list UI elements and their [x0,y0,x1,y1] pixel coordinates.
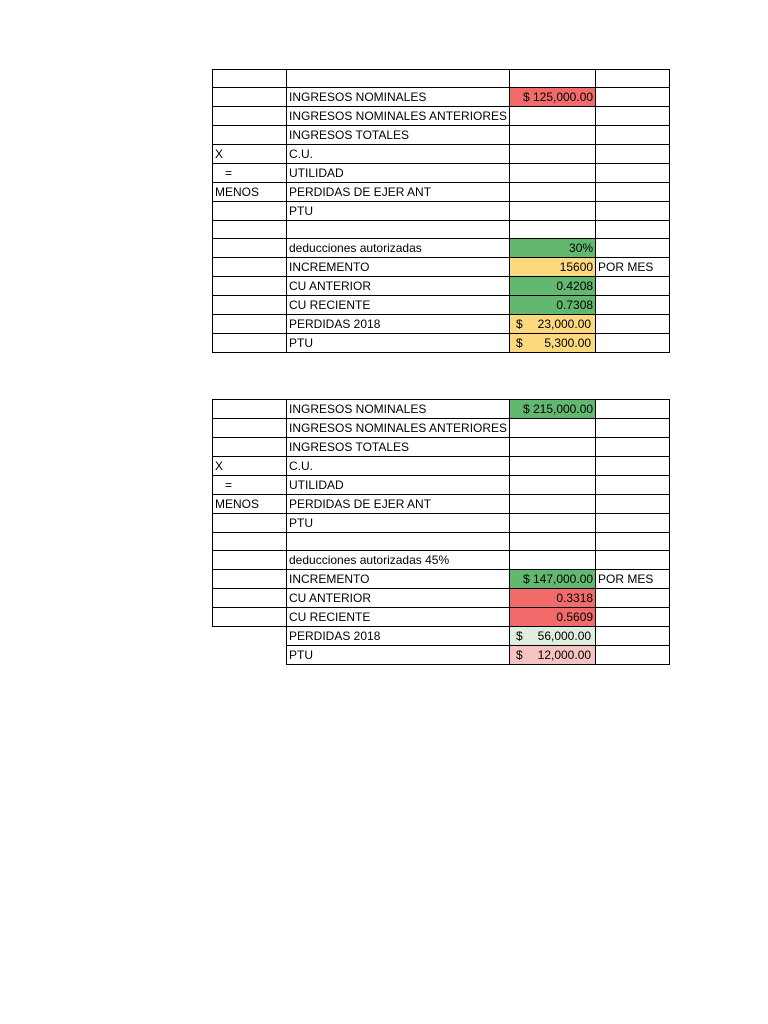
table-row [213,70,670,88]
row-label[interactable]: C.U. [287,457,510,476]
row-label[interactable]: INGRESOS NOMINALES [287,400,510,419]
cell[interactable] [213,88,287,107]
table-row [213,608,670,627]
table-row [213,277,670,296]
currency-symbol: $ [516,317,523,331]
cell[interactable] [510,107,596,126]
row-label[interactable]: PERDIDAS 2018 [287,627,510,646]
cell[interactable] [510,438,596,457]
spreadsheet-table-1 [212,69,670,353]
row-label[interactable]: C.U. [287,145,510,164]
cell[interactable] [510,164,596,183]
spreadsheet-table-2 [212,399,670,665]
row-label[interactable]: PERDIDAS DE EJER ANT [287,495,510,514]
table-row [213,438,670,457]
cell[interactable] [510,457,596,476]
cell[interactable] [510,495,596,514]
cell[interactable] [510,126,596,145]
cell[interactable] [213,70,287,88]
row-label[interactable]: PTU [287,646,510,665]
row-label[interactable]: CU RECIENTE [287,608,510,627]
cell[interactable] [213,126,287,145]
operator-cell[interactable]: MENOS [213,495,287,514]
incremento-value[interactable]: 15600 [510,258,596,277]
operator-cell[interactable]: MENOS [213,183,287,202]
row-label[interactable]: PTU [287,514,510,533]
cell[interactable] [510,145,596,164]
cu-reciente-value[interactable]: 0.7308 [510,296,596,315]
cell[interactable] [510,533,596,551]
incremento-value[interactable]: $ 147,000.00 [510,570,596,589]
cell[interactable] [596,627,670,646]
ingresos-nominales-value[interactable]: $ 125,000.00 [510,88,596,107]
cell[interactable] [596,457,670,476]
cell[interactable] [596,315,670,334]
cell[interactable] [596,533,670,551]
row-label[interactable]: CU ANTERIOR [287,589,510,608]
cell[interactable] [213,400,287,419]
operator-cell[interactable]: = [213,476,287,495]
row-label[interactable]: INGRESOS NOMINALES ANTERIORES [287,107,510,126]
cell[interactable] [596,239,670,258]
table-row [213,419,670,438]
cu-anterior-value[interactable]: 0.3318 [510,589,596,608]
table-row [213,239,670,258]
table-row [213,126,670,145]
operator-cell[interactable]: X [213,145,287,164]
row-label[interactable]: INGRESOS NOMINALES ANTERIORES [287,419,510,438]
row-label[interactable]: CU ANTERIOR [287,277,510,296]
cell[interactable] [596,495,670,514]
table-row [213,551,670,570]
row-label[interactable]: INGRESOS TOTALES [287,438,510,457]
table-row [213,107,670,126]
row-label[interactable]: INGRESOS TOTALES [287,126,510,145]
cell[interactable] [596,419,670,438]
cell[interactable] [213,533,287,551]
unit-label[interactable]: POR MES [596,570,670,589]
cell[interactable] [213,514,287,533]
cell[interactable] [287,221,510,239]
table-row [213,400,670,419]
cell[interactable] [287,533,510,551]
row-label[interactable]: INGRESOS NOMINALES [287,88,510,107]
table-row [213,646,670,665]
table-row [213,495,670,514]
row-label[interactable]: PTU [287,334,510,353]
cell[interactable] [596,70,670,88]
row-label[interactable]: UTILIDAD [287,476,510,495]
table-row [213,88,670,107]
cu-anterior-value[interactable]: 0.4208 [510,277,596,296]
empty-cell [213,627,287,646]
table-row [213,334,670,353]
cell[interactable] [213,107,287,126]
amount: 23,000.00 [537,317,592,331]
row-label[interactable]: PERDIDAS DE EJER ANT [287,183,510,202]
cell[interactable] [213,296,287,315]
operator-cell[interactable]: X [213,457,287,476]
table-row [213,589,670,608]
cell[interactable] [596,334,670,353]
cell[interactable] [596,296,670,315]
cell[interactable] [596,514,670,533]
cell[interactable] [510,221,596,239]
cell[interactable] [596,202,670,221]
cell[interactable] [213,221,287,239]
row-label[interactable]: deducciones autorizadas 45% [287,551,510,570]
cell[interactable] [213,315,287,334]
table-row [213,476,670,495]
cell[interactable] [596,476,670,495]
table-row [213,221,670,239]
cell[interactable] [213,551,287,570]
cell[interactable] [596,88,670,107]
cell[interactable] [596,221,670,239]
operator-cell[interactable]: = [213,164,287,183]
cell[interactable] [213,258,287,277]
row-label[interactable]: deducciones autorizadas [287,239,510,258]
currency-symbol: $ [516,629,523,643]
cell[interactable] [596,608,670,627]
ptu-value[interactable] [510,646,596,665]
cell[interactable] [510,70,596,88]
table-row [213,164,670,183]
cell[interactable] [596,400,670,419]
amount: 12,000.00 [537,648,592,662]
cell[interactable] [213,608,287,627]
cell[interactable] [596,145,670,164]
perdidas-value[interactable] [510,627,596,646]
cell[interactable] [510,476,596,495]
currency-symbol: $ [516,336,523,350]
cell[interactable] [510,514,596,533]
perdidas-value[interactable] [510,315,596,334]
currency-symbol: $ [516,648,523,662]
row-label[interactable]: UTILIDAD [287,164,510,183]
row-label[interactable]: PTU [287,202,510,221]
table-row [213,258,670,277]
cell[interactable] [596,164,670,183]
cell[interactable] [596,589,670,608]
table-row [213,315,670,334]
cell[interactable] [213,419,287,438]
cell[interactable] [510,183,596,202]
cell[interactable] [213,239,287,258]
ptu-value[interactable] [510,334,596,353]
table-row [213,570,670,589]
table-row [213,202,670,221]
amount: 5,300.00 [544,336,592,350]
cell[interactable] [510,419,596,438]
cell[interactable] [596,277,670,296]
cell[interactable] [213,438,287,457]
cell[interactable] [213,570,287,589]
cell[interactable] [213,334,287,353]
cell[interactable] [596,107,670,126]
cell[interactable] [596,183,670,202]
cell[interactable] [287,70,510,88]
table-row [213,145,670,164]
cu-reciente-value[interactable]: 0.5609 [510,608,596,627]
row-label[interactable]: CU RECIENTE [287,296,510,315]
table-row [213,627,670,646]
table-row [213,514,670,533]
amount: 56,000.00 [537,629,592,643]
cell[interactable] [510,551,596,570]
row-label[interactable]: INCREMENTO [287,258,510,277]
ingresos-nominales-value[interactable]: $ 215,000.00 [510,400,596,419]
cell[interactable] [213,202,287,221]
cell[interactable] [510,202,596,221]
cell[interactable] [596,646,670,665]
cell[interactable] [596,126,670,145]
table-row [213,296,670,315]
table-row [213,533,670,551]
row-label[interactable]: PERDIDAS 2018 [287,315,510,334]
empty-cell [213,646,287,665]
cell[interactable] [213,277,287,296]
row-label[interactable]: INCREMENTO [287,570,510,589]
cell[interactable] [213,589,287,608]
table-row [213,457,670,476]
unit-label[interactable]: POR MES [596,258,670,277]
deducciones-value[interactable]: 30% [510,239,596,258]
cell[interactable] [596,551,670,570]
cell[interactable] [596,438,670,457]
table-row [213,183,670,202]
